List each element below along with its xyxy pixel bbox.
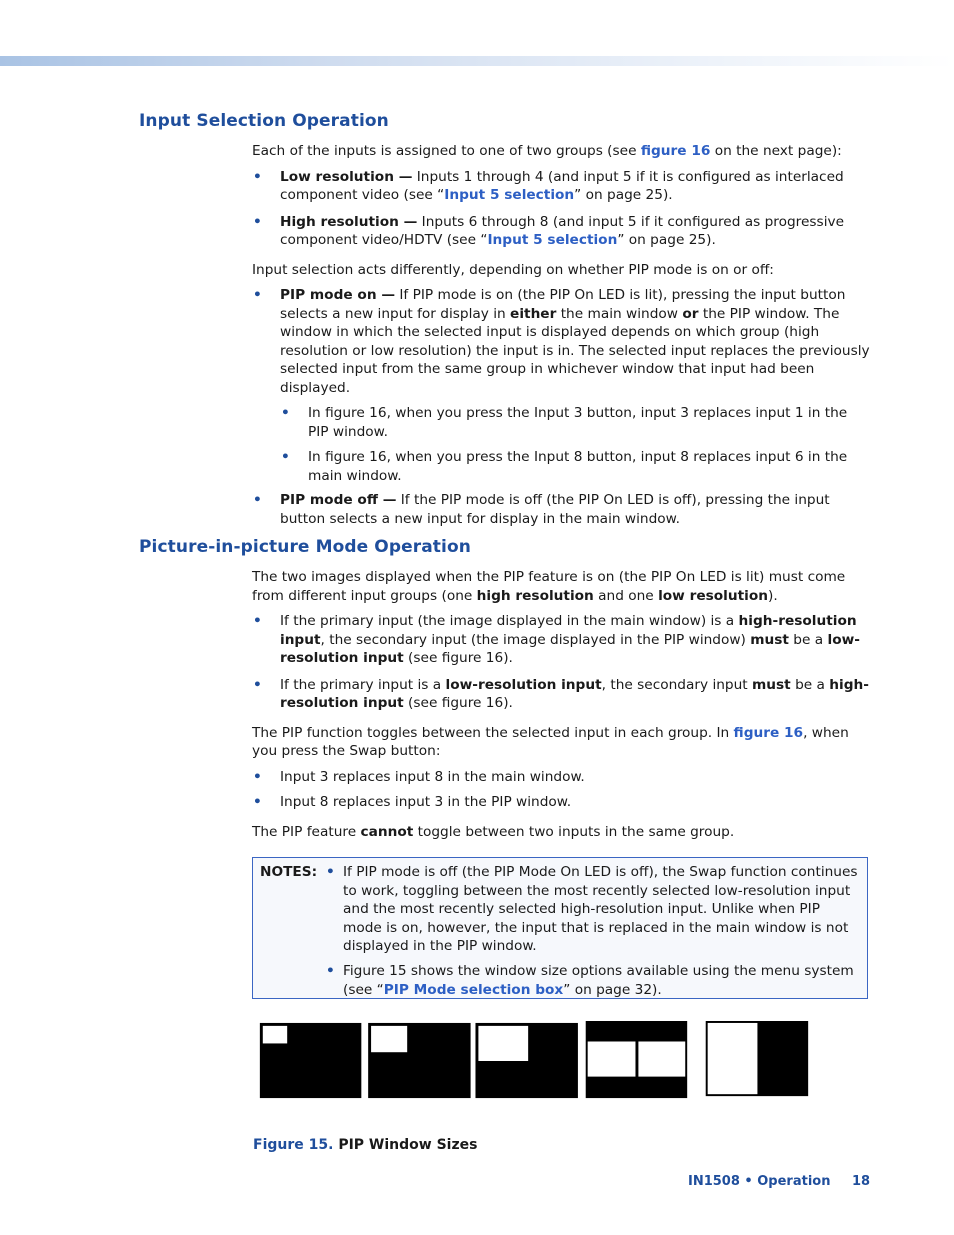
note-item-window-sizes: • Figure 15 shows the window size options available using the menu system (see “PIP Mode selection box” on page 32). — [343, 962, 863, 999]
figure-title: PIP Window Sizes — [338, 1137, 478, 1153]
section-heading-pip-mode: Picture-in-picture Mode Operation — [139, 537, 471, 557]
figure-caption — [253, 1137, 477, 1153]
cannot-toggle-paragraph: The PIP feature cannot toggle between two inputs in the same group. — [252, 823, 735, 840]
notes-box — [252, 857, 868, 999]
primary-low-res-bullet: • If the primary input is a low-resolution input, the secondary input must be a high-resolution input (see figure 16). — [252, 676, 872, 713]
pip-window-sizes-figure — [252, 1021, 817, 1101]
pip-size-large — [475, 1023, 577, 1098]
pip-size-small — [260, 1023, 361, 1098]
pip-mode-off-bullet: • PIP mode off — If the PIP mode is off (the PIP On LED is off), pressing the input button selects a new input for display in the main window. — [252, 491, 872, 528]
header-accent-bar — [0, 56, 954, 66]
figure-16-link[interactable]: figure 16 — [733, 724, 804, 741]
pip-groups-paragraph: The two images displayed when the PIP feature is on (the PIP On LED is lit) must come from different input groups (one high resolution and one low resolution). — [252, 569, 846, 604]
pip-mode-on-bullet: • PIP mode on — If PIP mode is on (the PIP On LED is lit), pressing the input button selects a new input for display in either the main window or the PIP window. The window in which the selected input is displayed depends on which group (high resolution or low resolution) the input is in. The selected input replaces the previously selected input from the same group in whichever window that input had been displayed. — [252, 286, 872, 397]
footer-page-number: 18 — [852, 1174, 871, 1189]
swap-paragraph: The PIP function toggles between the selected input in each group. In figure 16, when you press the Swap button: — [252, 724, 849, 759]
input-5-selection-link[interactable]: Input 5 selection — [487, 232, 618, 248]
footer-doc-label: IN1508 • Operation — [688, 1174, 831, 1189]
section-input-selection-body — [252, 142, 872, 528]
input-5-selection-link[interactable]: Input 5 selection — [444, 187, 575, 203]
swap-bullet-main: • Input 3 replaces input 8 in the main window. — [252, 768, 872, 787]
section-heading-input-selection: Input Selection Operation — [139, 111, 389, 131]
high-resolution-bullet: • High resolution — Inputs 6 through 8 (and input 5 if it configured as progressive component video/HDTV (see “Input 5 selection” on page 25). — [252, 213, 872, 250]
primary-high-res-bullet: • If the primary input (the image displayed in the main window) is a high-resolution input, the secondary input (the image displayed in the PIP window) must be a low-resolution input (see figure 16). — [252, 612, 872, 668]
sub-bullet-input-3: • In figure 16, when you press the Input 3 button, input 3 replaces input 1 in the PIP window. — [252, 404, 872, 441]
figure-16-link[interactable]: figure 16 — [640, 143, 711, 159]
pip-size-side-by-side — [586, 1021, 687, 1098]
intro-paragraph: Each of the inputs is assigned to one of two groups (see figure 16 on the next page): — [252, 143, 842, 159]
swap-bullet-pip: • Input 8 replaces input 3 in the PIP window. — [252, 793, 872, 812]
pip-intro-paragraph: Input selection acts differently, depending on whether PIP mode is on or off: — [252, 261, 774, 278]
pip-size-medium — [368, 1023, 470, 1098]
notes-label: NOTES: — [260, 864, 318, 880]
sub-bullet-input-8: • In figure 16, when you press the Input 8 button, input 8 replaces input 6 in the main window. — [252, 448, 872, 485]
pip-size-split — [706, 1021, 808, 1096]
section-pip-mode-body — [252, 568, 872, 841]
note-item-swap: • If PIP mode is off (the PIP Mode On LED is off), the Swap function continues to work, toggling between the most recently selected low-resolution input and the most recently selected high-resolution input. Unlike when PIP mode is on, however, the input that is replaced in the main window is not displayed in the PIP window. — [343, 863, 863, 956]
pip-mode-selection-box-link[interactable]: PIP Mode selection box — [383, 981, 564, 998]
figure-number: Figure 15. — [253, 1137, 334, 1153]
low-resolution-bullet: • Low resolution — Inputs 1 through 4 (and input 5 if it is configured as interlaced component video (see “Input 5 selection” on page 25). — [252, 168, 872, 205]
